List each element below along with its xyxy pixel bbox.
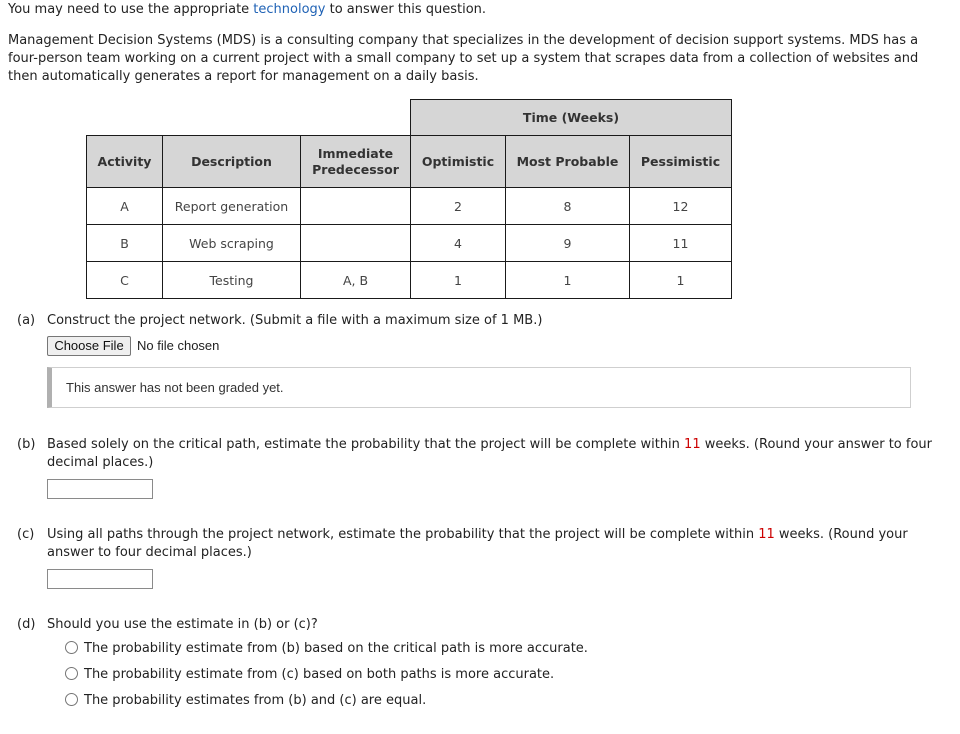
predecessor-cell bbox=[301, 188, 411, 225]
table-row bbox=[87, 262, 732, 299]
part-b-label: (b) bbox=[17, 437, 36, 452]
grade-status-box bbox=[47, 367, 911, 408]
table-row bbox=[87, 188, 732, 225]
predecessor-cell bbox=[301, 225, 411, 262]
part-c-weeks: 11 bbox=[758, 527, 775, 542]
radio-option-c[interactable]: The probability estimate from (c) based on both paths is more accurate. bbox=[65, 666, 554, 684]
activity-cell: B bbox=[87, 225, 163, 262]
optimistic-cell: 2 bbox=[411, 188, 506, 225]
grade-status-text: This answer has not been graded yet. bbox=[66, 380, 284, 395]
most-probable-cell: 9 bbox=[506, 225, 630, 262]
activity-table bbox=[86, 99, 732, 299]
description-cell: Report generation bbox=[163, 188, 301, 225]
predecessor-header: Immediate Predecessor bbox=[301, 136, 411, 188]
description-header: Description bbox=[163, 136, 301, 188]
part-d-text: Should you use the estimate in (b) or (c)? bbox=[47, 617, 318, 632]
choose-file-button[interactable]: Choose File bbox=[47, 336, 131, 356]
part-b-text: Based solely on the critical path, estimate the probability that the project will be complete within 11 weeks. (Round your answer to four decimal places.) bbox=[47, 437, 933, 470]
radio-button[interactable] bbox=[65, 667, 78, 680]
most-probable-header: Most Probable bbox=[506, 136, 630, 188]
optimistic-header: Optimistic bbox=[411, 136, 506, 188]
problem-line-3: then automatically generates a report for management on a daily basis. bbox=[8, 69, 479, 84]
description-cell: Web scraping bbox=[163, 225, 301, 262]
technology-link[interactable]: technology bbox=[253, 2, 326, 17]
table-row bbox=[87, 225, 732, 262]
intro-text-end: to answer this question. bbox=[325, 2, 487, 17]
part-b-weeks: 11 bbox=[684, 437, 701, 452]
description-cell: Testing bbox=[163, 262, 301, 299]
optimistic-cell: 4 bbox=[411, 225, 506, 262]
activity-header: Activity bbox=[87, 136, 163, 188]
part-a-label: (a) bbox=[17, 313, 36, 328]
time-weeks-header: Time (Weeks) bbox=[411, 100, 732, 136]
pessimistic-cell: 12 bbox=[630, 188, 732, 225]
intro-text: You may need to use the appropriate bbox=[8, 2, 254, 17]
part-d-label: (d) bbox=[17, 617, 36, 632]
part-c-answer-input[interactable] bbox=[47, 569, 153, 589]
part-c-text: Using all paths through the project network, estimate the probability that the project will be complete within 11 weeks. (Round your answer to four decimal places.) bbox=[47, 527, 908, 560]
intro-line bbox=[8, 1, 486, 19]
pessimistic-cell: 1 bbox=[630, 262, 732, 299]
radio-button[interactable] bbox=[65, 641, 78, 654]
pessimistic-cell: 11 bbox=[630, 225, 732, 262]
most-probable-cell: 8 bbox=[506, 188, 630, 225]
radio-button[interactable] bbox=[65, 693, 78, 706]
optimistic-cell: 1 bbox=[411, 262, 506, 299]
predecessor-cell: A, B bbox=[301, 262, 411, 299]
pessimistic-header: Pessimistic bbox=[630, 136, 732, 188]
radio-option-equal[interactable]: The probability estimates from (b) and (c) are equal. bbox=[65, 692, 426, 710]
activity-cell: A bbox=[87, 188, 163, 225]
part-c-label: (c) bbox=[17, 527, 35, 542]
problem-line-1: Management Decision Systems (MDS) is a consulting company that specializes in the development of decision support systems. MDS has a bbox=[8, 33, 919, 48]
part-a-text: Construct the project network. (Submit a file with a maximum size of 1 MB.) bbox=[47, 313, 543, 328]
activity-cell: C bbox=[87, 262, 163, 299]
problem-line-2: four-person team working on a current project with a small company to set up a system that scrapes data from a collection of websites and bbox=[8, 51, 919, 66]
most-probable-cell: 1 bbox=[506, 262, 630, 299]
part-b-answer-input[interactable] bbox=[47, 479, 153, 499]
radio-option-b[interactable]: The probability estimate from (b) based on the critical path is more accurate. bbox=[65, 640, 588, 658]
file-status: No file chosen bbox=[137, 338, 220, 353]
